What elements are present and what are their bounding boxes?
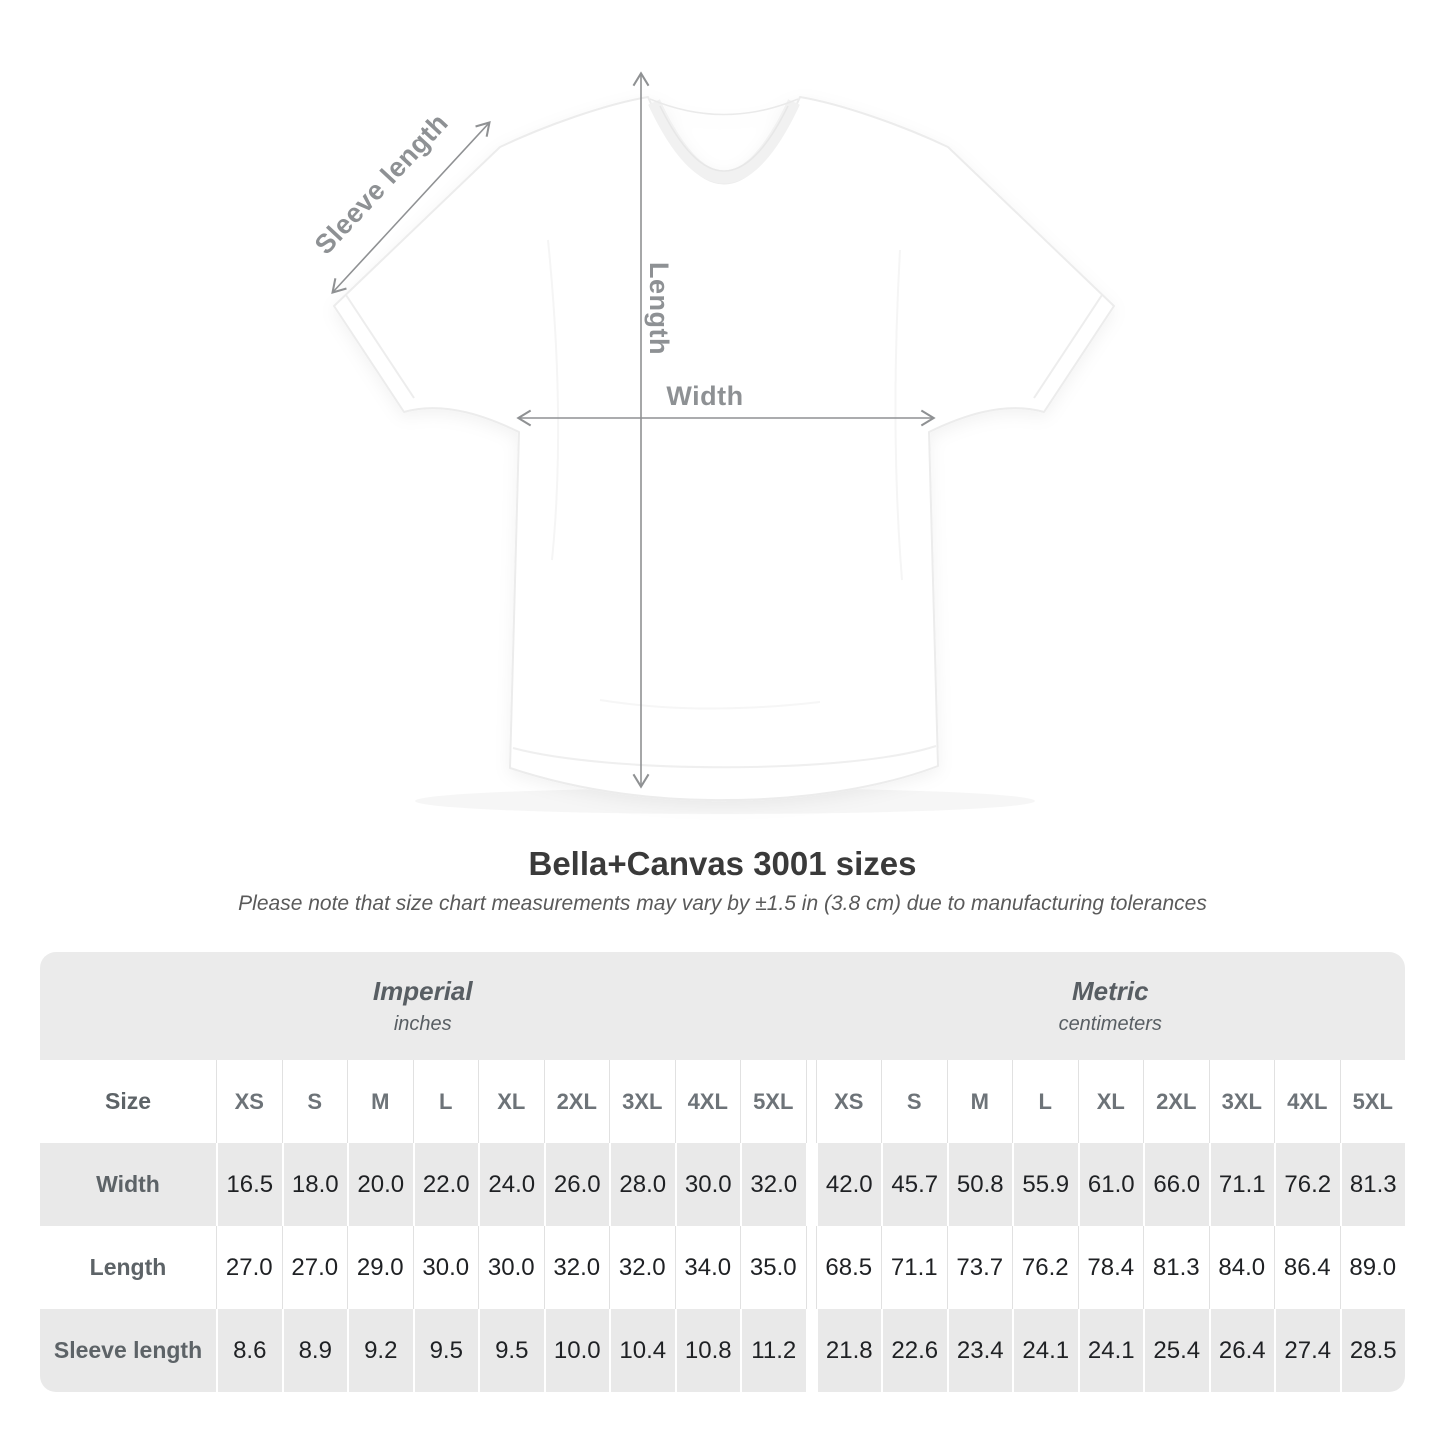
collar-back-line — [650, 99, 798, 115]
table-cell: 78.4 — [1078, 1226, 1144, 1309]
table-cell: 81.3 — [1143, 1226, 1209, 1309]
size-header-cell: M — [947, 1060, 1013, 1143]
row-label: Length — [89, 1254, 167, 1281]
table-cell: 21.8 — [816, 1309, 882, 1392]
table-cell: 61.0 — [1078, 1143, 1144, 1226]
table-cell: 29.0 — [347, 1226, 413, 1309]
size-header-cell: L — [413, 1060, 479, 1143]
group-divider — [806, 1060, 816, 1143]
table-cell: 32.0 — [544, 1226, 610, 1309]
table-cell: 9.2 — [347, 1309, 413, 1392]
table-cell: 25.4 — [1143, 1309, 1209, 1392]
table-cell: 45.7 — [881, 1143, 947, 1226]
table-cell: 26.4 — [1209, 1309, 1275, 1392]
size-column-header: Size — [104, 1088, 152, 1115]
table-cell: 24.0 — [478, 1143, 544, 1226]
metric-unit-label: centimeters — [1058, 1013, 1162, 1036]
table-cell: 23.4 — [947, 1309, 1013, 1392]
table-cell: 28.0 — [609, 1143, 675, 1226]
table-cell: 27.0 — [216, 1226, 282, 1309]
table-cell: 24.1 — [1012, 1309, 1078, 1392]
table-cell: 11.2 — [740, 1309, 806, 1392]
size-header-cell: L — [1012, 1060, 1078, 1143]
metric-group-header — [816, 952, 1406, 1060]
row-label: Width — [96, 1171, 160, 1198]
table-cell: 10.0 — [544, 1309, 610, 1392]
table-cell: 30.0 — [478, 1226, 544, 1309]
size-header-cell: 2XL — [544, 1060, 610, 1143]
metric-label: Metric — [1071, 976, 1149, 1007]
table-cell: 32.0 — [609, 1226, 675, 1309]
table-cell: 8.9 — [282, 1309, 348, 1392]
table-cell: 22.0 — [413, 1143, 479, 1226]
page-title: Bella+Canvas 3001 sizes — [528, 845, 917, 882]
table-cell: 89.0 — [1340, 1226, 1406, 1309]
table-cell: 76.2 — [1274, 1143, 1340, 1226]
table-cell: 71.1 — [1209, 1143, 1275, 1226]
table-cell: 30.0 — [675, 1143, 741, 1226]
width-label: Width — [666, 381, 744, 411]
table-cell: 8.6 — [216, 1309, 282, 1392]
group-divider — [806, 1226, 816, 1309]
table-cell: 66.0 — [1143, 1143, 1209, 1226]
size-header-cell: 5XL — [740, 1060, 806, 1143]
size-header-cell: 5XL — [1340, 1060, 1406, 1143]
table-cell: 28.5 — [1340, 1309, 1406, 1392]
table-cell: 71.1 — [881, 1226, 947, 1309]
table-cell: 42.0 — [816, 1143, 882, 1226]
table-cell: 32.0 — [740, 1143, 806, 1226]
imperial-label: Imperial — [372, 976, 473, 1007]
tshirt-body — [334, 97, 1114, 800]
row-label: Sleeve length — [53, 1337, 203, 1364]
size-header-cell: S — [282, 1060, 348, 1143]
size-header-cell: XL — [1078, 1060, 1144, 1143]
table-cell: 22.6 — [881, 1309, 947, 1392]
table-cell: 84.0 — [1209, 1226, 1275, 1309]
table-cell: 76.2 — [1012, 1226, 1078, 1309]
table-cell: 68.5 — [816, 1226, 882, 1309]
table-cell: 18.0 — [282, 1143, 348, 1226]
table-cell: 9.5 — [413, 1309, 479, 1392]
size-header-cell: 4XL — [675, 1060, 741, 1143]
table-cell: 50.8 — [947, 1143, 1013, 1226]
size-header-row — [40, 1060, 1405, 1143]
size-header-cell: 4XL — [1274, 1060, 1340, 1143]
tolerance-note: Please note that size chart measurements may vary by ±1.5 in (3.8 cm) due to manufacturing tolerances — [238, 891, 1207, 915]
size-header-cell: 3XL — [609, 1060, 675, 1143]
size-header-cell: 2XL — [1143, 1060, 1209, 1143]
table-cell: 35.0 — [740, 1226, 806, 1309]
size-header-cell: S — [881, 1060, 947, 1143]
size-header-cell: 3XL — [1209, 1060, 1275, 1143]
table-row-length — [40, 1226, 1405, 1309]
table-cell: 9.5 — [478, 1309, 544, 1392]
table-heading — [0, 822, 1445, 916]
table-cell: 73.7 — [947, 1226, 1013, 1309]
size-header-cell: XL — [478, 1060, 544, 1143]
size-table — [40, 952, 1405, 1392]
size-header-cell: XS — [216, 1060, 282, 1143]
length-label: Length — [644, 262, 674, 355]
table-cell: 24.1 — [1078, 1309, 1144, 1392]
table-row-width — [40, 1143, 1405, 1226]
table-cell: 16.5 — [216, 1143, 282, 1226]
table-cell: 34.0 — [675, 1226, 741, 1309]
table-cell: 26.0 — [544, 1143, 610, 1226]
table-cell: 86.4 — [1274, 1226, 1340, 1309]
imperial-unit-label: inches — [393, 1013, 452, 1036]
size-header-cell: M — [347, 1060, 413, 1143]
table-cell: 27.0 — [282, 1226, 348, 1309]
imperial-group-header — [40, 952, 806, 1060]
size-header-cell: XS — [816, 1060, 882, 1143]
table-cell: 55.9 — [1012, 1143, 1078, 1226]
sleeve-length-label: Sleeve length — [308, 107, 454, 261]
table-cell: 10.4 — [609, 1309, 675, 1392]
table-cell: 10.8 — [675, 1309, 741, 1392]
table-cell: 20.0 — [347, 1143, 413, 1226]
units-band — [40, 952, 1405, 1060]
group-divider — [806, 1143, 816, 1226]
table-cell: 27.4 — [1274, 1309, 1340, 1392]
table-cell: 30.0 — [413, 1226, 479, 1309]
table-cell: 81.3 — [1340, 1143, 1406, 1226]
table-row-sleeve-length — [40, 1309, 1405, 1392]
group-divider — [806, 1309, 816, 1392]
